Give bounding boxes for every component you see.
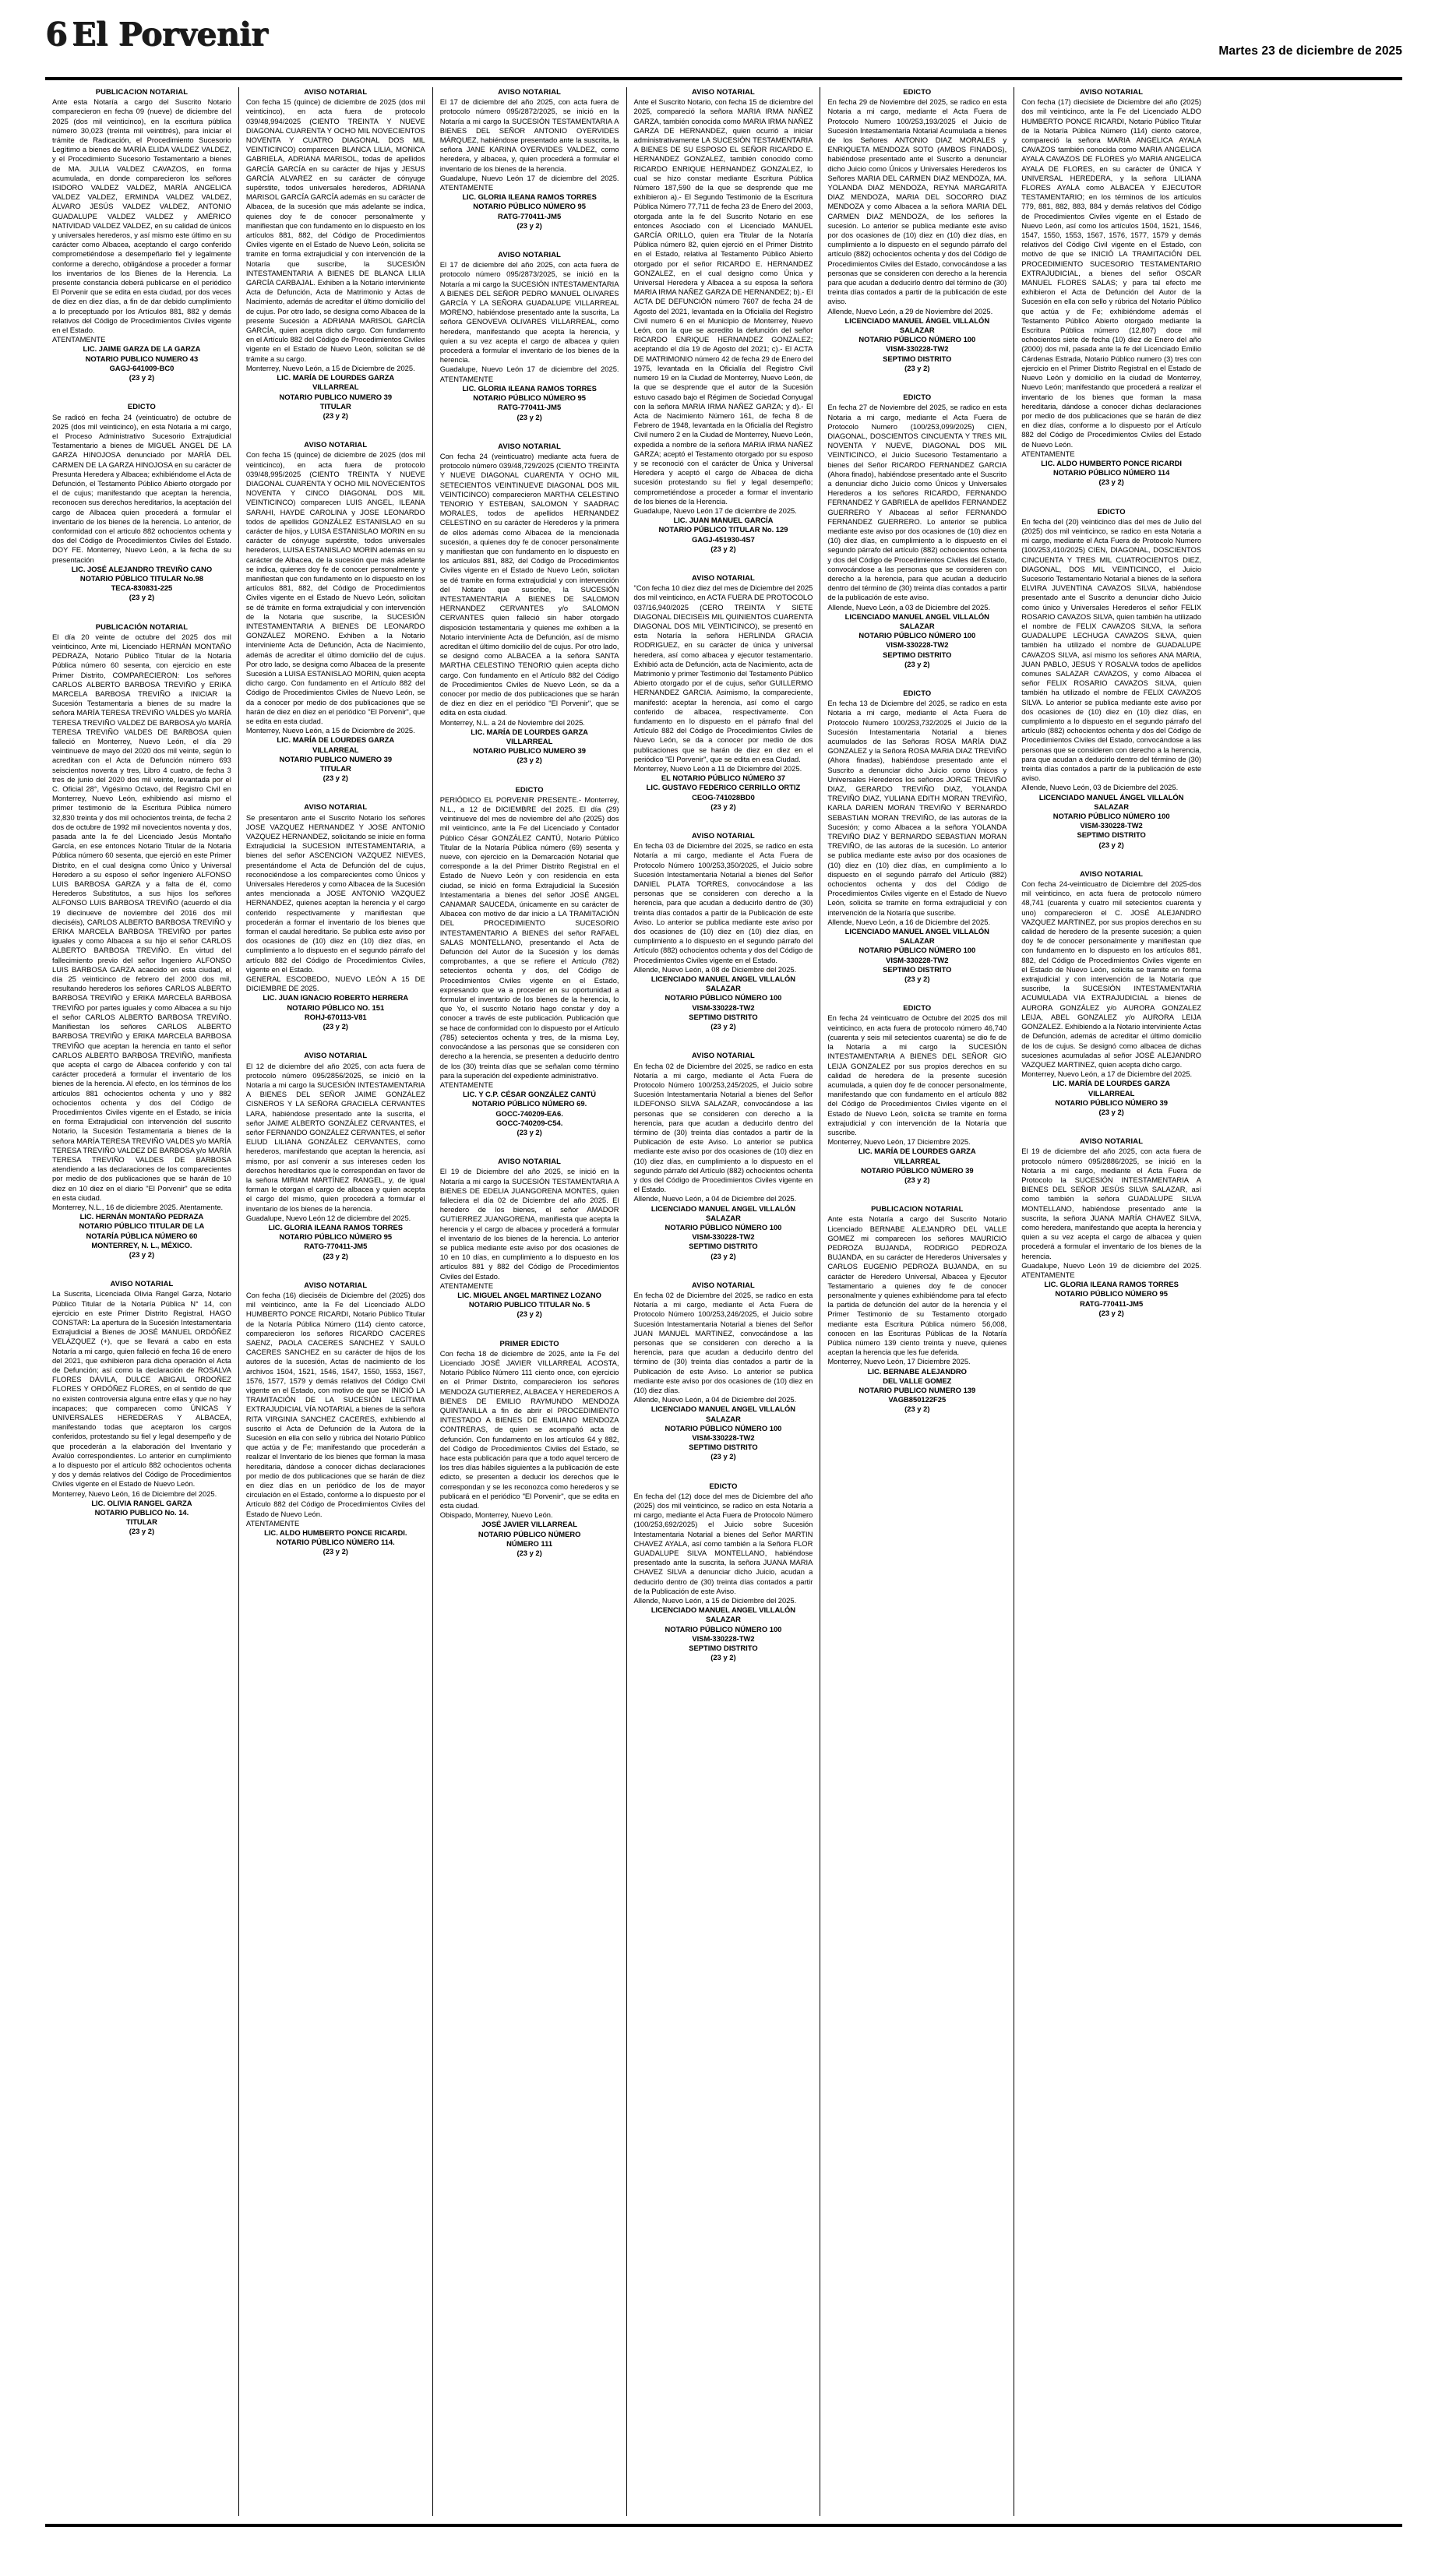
column-4 xyxy=(627,87,821,2516)
notice-closing: Monterrey, Nuevo León, a 17 de Diciembre del 2025. xyxy=(1021,1070,1193,1079)
notice-ad xyxy=(52,402,231,611)
notice-signature-line: LIC. JUAN MANUEL GARCÍA xyxy=(673,516,774,525)
notice-signature-line: CEOG-741028BD0 xyxy=(692,792,755,802)
notice-signature-line: (23 y 2) xyxy=(710,544,736,553)
ad-separator xyxy=(1021,488,1201,496)
notice-signature-line: SEPTIMO DISTRITO xyxy=(1077,830,1146,840)
notice-signature-line: (23 y 2) xyxy=(129,593,155,602)
notice-closing: Monterrey, N.L. a 24 de Noviembre del 2025. xyxy=(439,717,585,727)
notice-signature-line: (23 y 2) xyxy=(516,756,542,765)
notice-heading: AVISO NOTARIAL xyxy=(304,802,368,812)
notice-heading: EDICTO xyxy=(903,1003,932,1013)
notice-closing: Allende, Nuevo León, a 08 de Diciembre del 2025. xyxy=(633,964,797,974)
notice-signature-line: NOTARIO PÚBLICO NÚMERO 114 xyxy=(1052,468,1170,477)
notice-closing: Guadalupe, Nuevo León 17 de diciembre del 2025. ATENTAMENTE xyxy=(439,365,619,383)
notice-heading: AVISO NOTARIAL xyxy=(1080,87,1144,96)
notice-signature-line: LIC. MARÍA DE LOURDES GARZA xyxy=(277,373,395,382)
notice-signature-line: VISM-330228-TW2 xyxy=(886,640,949,650)
ad-separator xyxy=(440,231,619,239)
ad-separator xyxy=(52,1537,231,1545)
notice-body: La Suscrita, Licenciada Olivia Rangel Garza, Notario Público Titular de la Notaría Pública N° 14, con ejercicio en este Primer Distrito Registral, HAGO CONSTAR: La apertura de la Sucesión Intestamentaria Extrajudicial a Bienes de JOSÉ MANUEL ORDÓÑEZ VELÁZQUEZ (+), que se llevará a cabo en esta Notaría a mi cargo, quien falleció en fecha 16 de enero del 2021, que exhibieron para dicha operación el Acta de Defunción; así como la declaración de ROSALVA FLORES DÁVILA, DULCE ABIGAIL ORDOÑEZ FLORES Y ORDÓÑEZ FLORES, en el sentido de que no existen controversia alguna entre ellas y que no hay incapaces; que comparecen como ÚNICAS Y UNIVERSALES HEREDERAS Y ALBACEA, manifestando todas que aceptaron los cargos conferidos, protestando su fiel y legal desempeño y de que procederán a la elaboración del Inventario y Avalúo correspondientes. Lo anterior en cumplimiento a lo dispuesto por el artículo 882 ochocientos ochenta y dos y demás relativos del Código de Procedimientos Civiles vigente en el Estado de Nuevo León. xyxy=(52,1289,231,1489)
notice-signature-line: NOTARIO PÚBLICO NÚMERO 39 xyxy=(860,1165,974,1175)
notice-body: En fecha 24 veinticuatro de Octubre del 2025 dos mil veinticinco, en acta fuera de protocolo número 46,740 (cuarenta y seis mil setecientos cuarenta) se dio fe de la Notaría a mi cargo la SUCESIÓN INTESTAMENTARIA A BIENES DEL SEÑOR GIO LEIJA GONZALEZ por sus propios derechos en su calidad de heredera de la presente sucesión acumulada, a quien doy fe de conocer personalmente, manifestando que con fundamento en el artículo 882 del Código de Procedimientos Civiles vigente en el Estado de Nuevo León, solicita se tramite en forma extrajudicial y con intervención de la Notaría que suscribe. xyxy=(827,1013,1007,1136)
notice-signature-line: (23 y 2) xyxy=(516,412,542,421)
notice-closing: GENERAL ESCOBEDO, NUEVO LEÓN A 15 DE DICIEMBRE DE 2025. xyxy=(245,974,425,993)
notice-body: Con fecha 24-veinticuatro de Diciembre del 2025-dos mil veinticinco, en acta fuera de protocolo número 48,741 (cuarenta y cuatro mil setecientos cuarenta y uno) comparecieron el C. JOSÉ ALEJANDRO VAZQUEZ MARTINEZ, por sus propios derechos en su calidad de heredero de la presente sucesión; a quien doy fe de conocer personalmente y manifiestan que con fundamento en lo dispuesto en los artículos 881, 882, del Código de Procedimientos Civiles vigente en el Estado de Nuevo León, solicita se tramite en forma extrajudicial y con intervención de la Notaría que suscribe, la SUCESIÓN INTESTAMENTARIA ACUMULADA VIA EXTRAJUDICIAL a bienes de AURORA GONZÁLEZ y/o AURORA GONZALEZ LEIJA, ABEL GONZALEZ y/o AURORA LEIJA GONZALEZ. Exhibiendo a la Notario interviniente Actas de Defunción, además de acreditar el último domicilio de los de cujus. Se designó como albacea de dichas sucesiones acumuladas al señor JOSÉ ALEJANDRO VAZQUEZ MARTINEZ, quien acepta dicho cargo. xyxy=(1021,879,1202,1069)
notice-signature-line: NOTARIO PÚBLICO NÚMERO 100 xyxy=(665,1423,782,1432)
notice-body: En fecha 13 de Diciembre del 2025, se radico en esta Notaria a mi cargo, mediante el Acta Fuera de Protocolo Numero 100/253,732/2025 el Juicio de la Sucesión Intestamentaria Notarial a bienes acumulados de las Señoras ROSA MARÍA DIAZ GONZALEZ y la Señora ROSA MARIA DIAZ TREVIÑO (Ahora finadas), habiéndose presentado ante el Suscrito a denunciar dicho Juicio como Únicos y Universales Herederos los señores JORGE TREVIÑO DIAZ, GERARDO TREVIÑO DIAZ, YOLANDA TREVIÑO DIAZ, YULIANA EDITH MORAN TREVIÑO, KARLA DARIEN MORAN TREVIÑO Y BERNARDO SEBASTIAN MORAN TREVIÑO, de las autoras de la Sucesión; y como Albacea a la señora YOLANDA TREVIÑO DIAZ Y BERNARDO SEBASTIAN MORAN TREVIÑO, de las autoras de la sucesión. Lo anterior se publica mediante este aviso por dos ocasiones de (10) diez en (10) diez días, en cumplimiento a lo dispuesto en el segundo párrafo del Artículo (882) ochocientos ochenta y dos del Código de Procedimientos Civiles vigente en el Estado de Nuevo León, solicita se tramite en forma extrajudicial y con intervención de la Notaría que suscribe. xyxy=(827,699,1007,917)
notice-signature-line: (23 y 2) xyxy=(1098,1107,1124,1116)
notice-signature-line: NOTARIO PÚBLICO NÚMERO 100 xyxy=(665,1222,782,1232)
notice-signature-line: VISM-330228-TW2 xyxy=(1080,821,1143,830)
notice-body: El 12 de diciembre del año 2025, con acta fuera de protocolo número 095/2856/2025, se inició en la Notaría a mi cargo la SUCESIÓN INTESTAMENTARIA A BIENES DEL SEÑOR JAIME GONZÁLEZ CISNEROS Y LA SEÑORA GRACIELA CERVANTES LARA, habiéndose presentado ante la suscrita, el señor JAIME ALBERTO GONZÁLEZ CERVANTES, el señor FERNANDO GONZÁLEZ CERVANTES, el señor ELIUD LILIANA GONZÁLEZ CERVANTES, como herederos, manifestando que aceptan la herencia, así mismo, por así convenir a sus intereses ceden los derechos hereditarios que le correspondan en favor de la señora MIRIAM MARTÍNEZ RANGEL, y, de igual forman le otorgan el cargo de albacea y quien acepta el cargo del mismo, quien procederá a formular el inventario de los bienes de la herencia. xyxy=(245,1061,425,1213)
notice-heading: AVISO NOTARIAL xyxy=(691,1280,755,1289)
notice-signature-line: (23 y 2) xyxy=(710,1022,736,1031)
column-1 xyxy=(45,87,239,2516)
notice-body: Se radicó en fecha 24 (veinticuatro) de octubre de 2025 (dos mil veinticinco), en esta Notaria a mi cargo, el Proceso Administrativo Sucesorio Extrajudicial Testamentario a bienes de MIGUEL ÁNGEL DE LA GARZA HINOJOSA denunciado por MARÍA DEL CARMEN DE LA GARZA HINOJOSA en su carácter de Presunta Heredera y Albacea; exhibiéndome el Acta de Defunción, el Testamento Público Abierto otorgado por el de cujus; manifestando que aceptan la herencia, reconocen sus derechos hereditarios, la aceptación del cargo de Albacea quien procederá a formular el inventario de los bienes de la herencia. Lo anterior, de conformidad con el articulo 882 ochocientos ochenta y dos del Código de Procedimientos Civiles del Estado. DOY FE. Monterrey, Nuevo León, a la fecha de su presentación xyxy=(52,412,231,564)
notice-ad xyxy=(246,87,425,429)
notice-ad xyxy=(440,1339,619,1567)
notice-heading: EDICTO xyxy=(709,1481,738,1490)
notice-signature-line: VAGB850122F25 xyxy=(888,1395,947,1404)
notice-signature-line: NÚMERO 111 xyxy=(506,1538,553,1548)
notice-signature-line: NOTARIO PÚBLICO NÚMERO 100 xyxy=(1052,812,1170,821)
notice-signature-line: LIC. GLORIA ILEANA RAMOS TORRES xyxy=(462,192,597,202)
ad-separator xyxy=(827,669,1007,678)
notice-ad xyxy=(440,1157,619,1327)
notice-closing: ATENTAMENTE xyxy=(245,1518,300,1528)
notice-signature-line: MONTERREY, N. L., MÉXICO. xyxy=(91,1240,192,1249)
page-number: 6 xyxy=(45,16,68,53)
notice-signature-line: (23 y 2) xyxy=(129,1527,155,1536)
notice-signature-line: LIC. ALDO HUMBERTO PONCE RICARDI. xyxy=(264,1528,407,1538)
notice-body: En fecha 27 de Noviembre del 2025, se radico en esta Notaria a mi cargo, mediante el Acta Fuera de Protocolo Numero (100/253,099/2025) CIEN, DIAGONAL, DOSCIENTOS CINCUENTA Y TRES MIL NOVENTA Y NUEVE, DIAGONAL DOS MIL VEINTICINCO, el Juicio Sucesorio Testamentario a bienes del Señor RICARDO FERNANDEZ GARCIA (Ahora finado), habiéndose presentado ante el Suscrito a denunciar dicho Juicio como Únicos y Universales Herederos a los señores RICARDO, FERNANDO FERNANDEZ Y GABRIELA de apellidos FERNANDEZ GUERRERO Y Albaceas al señor FERNANDO FERNANDEZ GUERRERO. Lo anterior se publica mediante este aviso por dos ocasiones de (10) diez en (10) diez días, en cumplimiento a lo dispuesto en el segundo párrafo del artículo (882) ochocientos ochenta y dos del Código de Procedimientos Civiles del Estado, convocándose a las personas que se consideren con derecho a la herencia, para que acudan a deducirlo dentro del término de (30) treinta días contados a partir de la publicación de este aviso. xyxy=(827,403,1007,602)
notice-signature-line: NOTARIO PÚBLICO NÚMERO 100 xyxy=(665,993,782,1003)
notice-signature-line: LIC. ALDO HUMBERTO PONCE RICARDI xyxy=(1041,458,1182,467)
notice-heading: EDICTO xyxy=(515,784,544,794)
ad-separator xyxy=(246,783,425,791)
notice-signature-line: LIC. JAIME GARZA DE LA GARZA xyxy=(83,344,201,354)
notice-signature-line: GAGJ-451930-4S7 xyxy=(692,534,755,544)
notice-body: Ante esta Notaría a cargo del Suscrito Notario comparecieron en fecha 09 (nueve) de diciembre del 2025 (dos mil veinticinco), en la escritura pública número 30,023 (treinta mil veintitrés), para iniciar el trámite de Radicación, el Procedimiento Sucesorio Legítimo a bienes de MARÍA ELIDA VALDEZ VALDEZ, y el Procedimiento Sucesorio Testamentario a bienes de MA. JULIA VALDEZ CAVAZOS, en forma acumulada, en donde comparecieron los señores ISIDORO VALDEZ VALDEZ, MARÍA ANGELICA VALDEZ VALDEZ, ERMINDA VALDEZ VALDEZ, ÁLVARO JESÚS VALDEZ VALDEZ, ANTONIO GUADALUPE VALDEZ VALDEZ y AMÉRICO NATIVIDAD VALDEZ VALDEZ, en su calidad de únicos y universales herederos, y así mismo este último en su carácter como Albacea, aceptando el cargo conferido comprometiéndose a desempeñarlo fiel y legalmente conforme a derecho, obligándose a proceder a formar los inventarios de los Bienes de la Herencia. La presente constancia deberá publicarse en el periódico El Porvenir que se edita en esta ciudad, por dos veces de diez en diez días, a fin de dar debido cumplimiento a lo preceptuado por los Artículos 881, 882 y demás relativos del Código de Procedimientos Civiles vigente en el Estado. xyxy=(52,97,231,335)
ad-separator xyxy=(827,1185,1007,1193)
notice-closing: ATENTAMENTE xyxy=(1021,449,1075,458)
notice-body: Ante el Suscrito Notario, con fecha 15 de diciembre del 2025, compareció la señora MARIA IRMA NAÑEZ GARZA, también conocida como MARIA IRMA NAÑEZ GARZA DE HERNANDEZ, quien ocurrió a iniciar administrativamente LA SUCESIÓN TESTAMENTARIA A BIENES DE SU ESPOSO EL SEÑOR RICARDO E. HERNANDEZ GONZALEZ, también conocido como RICARDO ENRIQUE HERNANDEZ GONZALEZ, lo cual se hizo constar mediante Escritura Pública Número 187,590 de la que se desprende que me exhibieron a).- El Segundo Testimonio de la Escritura Pública Número 77,711 de fecha 23 de Enero del 2003, otorgada ante la fe del Suscrito Notario en ese entonces Asociado con el Licenciado MANUEL GARCÍA ORILLO, quien era Titular de la Notaría Pública número 82, quien ejerció en el Primer Distrito en el Estado, relativa al Testamento Público Abierto otorgado por el señor RICARDO E. HERNANDEZ GONZALEZ, en el cual designo como Única y Universal Heredera y Albacea a su esposa la señora MARIA IRMA NAÑEZ GARZA DE HERNANDEZ; b).- El ACTA DE DEFUNCIÓN número 7607 de fecha 24 de Agosto del 2021, levantada en la Oficialía del Registro Civil numero 6 en el Municipio de Monterrey, Nuevo León, con la que se acredito la defunción del señor RICARDO ENRIQUE HERNANDEZ GONZALEZ; aceptando el día 19 de Agosto del 2021; c).- El ACTA DE MATRIMONIO número 42 de fecha 29 de Enero del 1975, levantada en la Oficialía del Registro Civil numero 19 en la Ciudad de Monterrey, Nuevo León, de la que se desprende que el autor de la Sucesión estuvo casado bajo el Régimen de Sociedad Conyugal con la señora MARIA IRMA NAÑEZ GARZA; y d).- El Acta de Nacimiento Número 161, de fecha 8 de Febrero de 1948, levantada en la Oficialía del Registro Civil numero 2 en la Ciudad de Monterrey, Nuevo León, expedida a nombre de la señora MARIA IRMA NAÑEZ GARZA; aceptó el Testamento otorgado por su esposo y se reconoció con el carácter de Única y Universal Heredera y aceptó el cargo de Albacea de dicha sucesión protestando su fiel y legal desempeño; comprometiéndose a proceder a formar el inventario de los bienes de la Herencia. xyxy=(633,97,813,506)
notice-heading: AVISO NOTARIAL xyxy=(304,1280,368,1289)
notice-closing: Guadalupe, Nuevo León 19 de diciembre del 2025. ATENTAMENTE xyxy=(1021,1260,1202,1279)
notice-signature-line: SEPTIMO DISTRITO xyxy=(883,354,952,363)
notice-closing: Monterrey, N.L., 16 de diciembre 2025. Atentamente. xyxy=(52,1202,224,1211)
newspaper-title: El Porvenir xyxy=(72,16,268,53)
notice-signature-line: NOTARIO PÚBLICO NÚMERO 100 xyxy=(858,631,976,640)
notice-body: En fecha 03 de Diciembre del 2025, se radico en esta Notaría a mi cargo, mediante el Acta Fuera de Protocolo Número 100/253,350/2025, el Juicio sobre Sucesión Intestamentaria Notarial a bienes del Señor DANIEL PLATA TORRES, convocándose a las personas que se consideren con derecho a la herencia, para que acudan a deducirlo dentro de (30) treinta días contados a partir de la Publicación de este Aviso. Lo anterior se publica mediante este aviso por dos ocasiones de (10) diez en (10) diez días, en cumplimiento a lo dispuesto en el segundo párrafo del Artículo (882) ochocientos ochenta y dos del Código de Procedimientos Civiles vigente en el Estado. xyxy=(633,841,813,964)
notice-closing: Guadalupe, Nuevo León 17 de diciembre de 2025. xyxy=(633,506,797,515)
notice-signature-line: NOTARIO PÚBLICO NÚMERO 100 xyxy=(665,1624,782,1633)
notice-body: El 19 de diciembre del año 2025, con acta fuera de protocolo número 095/2886/2025, se inició en la Notaría a mi cargo, mediante el Acta Fuera de Protocolo la SUCESIÓN INTESTAMENTARIA A BIENES DEL SEÑOR JESÚS SILVA SALAZAR, así como también la señora GUADALUPE SILVA MONTELLANO, habiéndose presentado ante la suscrita, la señora JUANA MARÍA CHAVEZ SILVA, como heredera, manifestando que acepta la herencia y quien a su vez acepta el cargo de albacea y quien procederá a formular el inventario de los bienes de la herencia. xyxy=(1021,1147,1202,1260)
notice-ad xyxy=(1021,507,1201,858)
notice-body: Ante esta Notaría a cargo del Suscrito Notario Licenciado BERNABE ALEJANDRO DEL VALLE GOMEZ mi comparecen los señores MAURICIO PEDROZA BUJANDA, RODRIGO PEDROZA BUJANDA, en su carácter de Herederos Universales y CARLOS EUGENIO PEDROZA BUJANDA, en su carácter de Heredero Universal, Albacea y Ejecutor Testamentario a quienes doy fe de conocer personalmente y quienes exhibiéndome para tal efecto la partida de defunción del autor de la herencia y el Primer Testimonio de su Testamento otorgado mediante esta Escritura Pública número 56,008, conocen en las Escrituras Públicas de la Notaría Pública número 139 ciento treinta y nueve, quienes aceptan la herencia que les fue deferida. xyxy=(827,1214,1007,1357)
notice-closing: Monterrey, Nuevo León, 17 Diciembre 2025. xyxy=(827,1357,971,1366)
ad-separator xyxy=(634,1662,813,1671)
notice-signature-line: (23 y 2) xyxy=(323,1547,348,1556)
notice-ad xyxy=(246,802,425,1040)
notice-ad xyxy=(1021,869,1201,1126)
notice-signature-line: VILLARREAL xyxy=(312,382,359,392)
notice-heading: AVISO NOTARIAL xyxy=(498,441,562,450)
notice-signature-line: SEPTIMO DISTRITO xyxy=(689,1242,758,1251)
notice-signature-line: LIC. GLORIA ILEANA RAMOS TORRES xyxy=(1044,1280,1179,1289)
notice-closing: ATENTAMENTE xyxy=(439,1281,494,1290)
notice-ad xyxy=(440,785,619,1147)
column-5 xyxy=(820,87,1014,2516)
ad-separator xyxy=(827,984,1007,992)
notice-signature-line: NOTARIO PÚBLICO NÚMERO 95 xyxy=(279,1232,393,1242)
notice-closing: Monterrey, Nuevo León, a 15 de Diciembre de 2025. xyxy=(245,726,415,735)
notice-closing: Monterrey, Nuevo León a 11 de Diciembre del 2025. xyxy=(633,764,802,774)
notice-signature-line: DEL VALLE GOMEZ xyxy=(883,1376,952,1385)
notice-signature-line: NOTARIO PÚBLICO NÚMERO 95 xyxy=(473,393,586,403)
notice-closing: Obispado, Monterrey, Nuevo León. xyxy=(439,1510,553,1520)
notice-signature-line: VILLARREAL xyxy=(506,737,553,745)
notice-heading: AVISO NOTARIAL xyxy=(304,440,368,449)
notice-signature-line: SEPTIMO DISTRITO xyxy=(883,964,952,974)
notice-signature-line: (23 y 2) xyxy=(129,1249,155,1259)
notice-heading: AVISO NOTARIAL xyxy=(304,87,368,96)
notice-body: Con fecha (17) diecisiete de Diciembre del año (2025) dos mil veinticinco, ante la Fe del Licenciado ALDO HUMBERTO PONCE RICARDI, Notario Público Titular de la Notaría Pública Número (114) ciento catorce, compareció la señora MARIA ANGELICA AYALA CAVAZOS también conocida como MARIA ANGELICA AYALA CAVAZOS DE FLORES y/o MARIA ANGELICA AYALA DE FLORES, en su carácter de ÚNICA Y UNIVERSAL HEREDERA, y la señora LILIANA FLORES AYALA como ALBACEA Y EJECUTOR TESTAMENTARIO; en los términos de los artículos 779, 881, 882, 883, 884 y demás relativos del Código de Procedimientos Civiles vigente en el Estado de Nuevo León, así como los artículos 1504, 1521, 1546, 1547, 1550, 1553, 1567, 1576, 1577, 1579 y demás relativos del Código Civil vigente en el Estado, con motivo de que se INICIÓ LA TRAMITACIÓN DEL PROCEDIMIENTO SUCESORIO TESTAMENTARIO EXTRAJUDICIAL, a bienes del señor OSCAR MANUEL FLORES SALAS; y para tal efecto me exhibieron el Acta de Defunción del Autor de la Sucesión en ella con sello y rúbrica del Notario Público que actúa y de Fe; exhibiéndome además el Testamento Público Abierto otorgado mediante la Escritura Pública número (12,807) doce mil ochocientos siete de fecha (10) diez de Enero del año (2000) dos mil, pasada ante la fe del Licenciado Emilio Cárdenas Estrada, Notario Público numero (3) tres con ejercicio en el Primer Distrito Registral en el Estado de Nuevo León y domicilio en la ciudad de Monterrey, Nuevo León; manifestando que procederá a realizar el inventario de los bienes que forman la masa hereditaria, dándose a conocer dichas declaraciones por medio de dos publicaciones que se harán de diez en diez días, conforme a lo dispuesto por el Artículo 882 del Código de Procedimientos Civiles del Estado de Nuevo León. xyxy=(1021,97,1202,449)
ad-separator xyxy=(827,1415,1007,1423)
notice-body: El 17 de diciembre del año 2025, con acta fuera de protocolo número 095/2873/2025, se inició en la Notaría a mi cargo la SUCESIÓN INTESTAMENTARIA A BIENES DEL SEÑOR PEDRO MANUEL OLIVARES GARCÍA Y LA SEÑORA GUADALUPE VILLARREAL MORENO, habiéndose presentado ante la suscrita, La señora GENOVEVA OLIVARES VILLARREAL, como heredera, manifestando que acepta la herencia, y quien a su vez acepta el cargo de albacea y quien procederá a formular el inventario de los bienes de la herencia. xyxy=(439,260,619,365)
notice-signature-line: (23 y 2) xyxy=(323,774,348,783)
notice-signature-line: LICENCIADO MANUEL ÁNGEL VILLALÓN SALAZAR xyxy=(844,315,990,335)
notice-body: El día 20 veinte de octubre del 2025 dos mil veinticinco, Ante mi, Licenciado HERNÁN MONTAÑO PEDRAZA, Notario Público Titular de la Notaría Pública número 60 sesenta, con ejercicio en este Primer Distrito, COMPARECIERON: Los señores CARLOS ALBERTO BARBOSA TREVIÑO y ERIKA MARCELA BARBOSA TREVIÑO a INICIAR la Sucesión Testamentaria a bienes de su madre la señora MARÍA TERESA TREVIÑO VALDES y/o MARÍA TERESA TREVIÑO VALDEZ DE BARBOSA y/o MARÍA TERESA TREVIÑO VALDES DE BARBOSA quien falleció en Monterrey, Nuevo León, el día 29 veintinueve de mayo del 2020 dos mil veinte, según lo acreditan con el Acta de Defunción número 693 seiscientos noventa y tres, Libro 4 cuatro, de fecha 3 tres de junio del 2020 dos mil veinte, levantada por el C. Oficial 28°, Vigésimo Octavo, del Registro Civil en Monterrey, Nuevo León, exhibiendo así mismo el primer testimonio de la Escritura Pública número 32,830 treinta y dos mil ochocientos treinta, de fecha 2 dos de octubre de 1992 mil novecientos noventa y dos, pasada ante la fe del Licenciado Jesús Montaño García, en ese entonces Notario Titular de la Notaria Pública número 60 sesenta, que ejerció en este Primer Distrito, en el cual designa como Único y Universal Heredero a su esposo el señor Ingeniero ALFONSO LUIS BARBOSA GARZA y a falta de él, como Herederos Substitutos, a sus hijos los señores ALFONSO LUIS BARBOSA TREVIÑO (acuerdo el día 19 diecinueve de noviembre del 2016 dos mil dieciséis), CARLOS ALBERTO BARBOSA TREVIÑO y ERIKA MARCELA BARBOSA TREVIÑO por partes iguales y como Albacea a su hijo el señor CARLOS ALBERTO BARBOSA TREVIÑO. En virtud del fallecimiento previo del señor Ingeniero ALFONSO LUIS BARBOSA GARZA acaecido en esta ciudad, el día 25 veinticinco de febrero del 2000 dos mil, resultando herederos los señores CARLOS ALBERTO BARBOSA TREVIÑO y ERIKA MARCELA BARBOSA TREVIÑO por partes iguales y como Albacea a su hijo el señor CARLOS ALBERTO BARBOSA TREVIÑO. Manifiestan los señores CARLOS ALBERTO BARBOSA TREVIÑO y ERIKA MARCELA BARBOSA TREVIÑO que aceptan la herencia en tanto el señor CARLOS ALBERTO BARBOSA TREVIÑO, manifiesta que acepta el cargo de Albacea conferido y con tal carácter procederá a formular el inventario de los bienes de la herencia. Al efecto, en los términos de los artículos 881 ochocientos ochenta y uno y 882 ochocientos ochenta y dos del Código de Procedimientos Civiles vigente en el Estado, se inicia en forma Extrajudicial con intervención del suscrito Notario, la Sucesión Testamentaria a bienes de la señora MARÍA TERESA TREVIÑO VALDES y/o MARÍA TERESA TREVIÑO VALDEZ DE BARBOSA y/o MARÍA TERESA TREVIÑO VALDES DE BARBOSA atendiendo a las declaraciones de los comparecientes por medio de dos publicaciones que se harán de 10 diez en 10 diez en el diario "El Porvenir" que se edita en esta ciudad. xyxy=(52,632,231,1202)
notice-body: "Con fecha 10 diez diez del mes de Diciembre del 2025 dos mil veinticinco, en ACTA FUERA DE PROTOCOLO 037/16,940/2025 (CERO TREINTA Y SIETE DIAGONAL DIECISEIS MIL QUINIENTOS CUARENTA DIAGONAL DOS MIL VEINTICINCO), se presentó en esta Notaría la señora HERLINDA GRACIA RODRIGUEZ, en su carácter de única y universal heredera, así como albacea y ejecutor testamentario. Exhibió acta de Defunción, acta de Nacimiento, acta de Matrimonio y primer Testimonio del Testamento Público Abierto otorgado por el de cujus, señor GUILLERMO HERNANDEZ GARCIA. Asimismo, la compareciente, manifestó: aceptar la herencia, así como el cargo conferido de albacea, respectivamente. Con fundamento en lo dispuesto en el párrafo final del Artículo 882 del Código de Procedimientos Civiles de Nuevo León, se da a conocer por medio de dos publicaciones que se harán de diez en diez en el periódico "El Porvenir", que se edita en esa Ciudad. xyxy=(633,583,813,763)
newspaper-logo xyxy=(45,16,268,53)
notice-body: Con fecha 15 (quince) de diciembre de 2025 (dos mil veinticinco), en acta fuera de protocolo 039/48,994/2025 (CIENTO TREINTA Y NUEVE DIAGONAL CUARENTA Y OCHO MIL NOVECIENTOS NOVENTA Y CUATRO DIAGONAL DOS MIL VEINTICINCO) comparecen BLANCA LILIA, MONICA GABRIELA, ADRIANA MARISOL, todas de apellidos GARCÍA GARCÍA en su carácter de hijas y JESUS GARCÍA ALVAREZ en su carácter de cónyuge supérstite, todos universales herederos, ADRIANA MARISOL GARCÍA GARCÍA además en su carácter de Albacea, de la sucesión que más adelante se indica, quienes doy fe de conocer personalmente y manifiestan que con fundamento en lo dispuesto en los artículos 881, 882, del Código de Procedimientos Civiles vigente en el Estado de Nuevo León, solicita se tramite en forma extrajudicial y con intervención de la Notaría que suscribe, la SUCESIÓN INTESTAMENTARIA A BIENES DE BLANCA LILIA GARCÍA CARBAJAL. Exhiben a la Notario interviniente Acta de Defunción, Acta de Matrimonio y Actas de Nacimiento, además de acreditar el último domicilio del de cujus. Por otro lado, se designa como Albacea de la presente Sucesión a ADRIANA MARISOL GARCÍA GARCÍA, quien acepta dicho cargo. Con fundamento en el Artículo 882 del Código de Procedimientos Civiles vigente en el Estado de Nuevo León, solicitan se dé trámite a su cargo. xyxy=(245,97,425,363)
notice-signature-line: RATG-770411-JM5 xyxy=(304,1242,368,1251)
notice-signature-line: VILLARREAL xyxy=(894,1156,940,1165)
notice-signature-line: LICENCIADO MANUEL ANGEL VILLALÓN SALAZAR xyxy=(650,1605,796,1624)
notice-body: Se presentaron ante el Suscrito Notario los señores JOSE VAZQUEZ HERNANDEZ Y JOSE ANTONIO VAZQUEZ HERNANDEZ, solicitando se inicie en forma Extrajudicial la SUCESION INTESTAMENTARIA, a bienes del señor ASCENCION VAZQUEZ NIEVES, presentándome el Acta de Defunción del de cujus, reconociéndose a los comparecientes como Únicos y Universales Herederos y como Albacea de la Sucesión antes mencionada a JOSE ANTONIO VAZQUEZ HERNANDEZ, quienes aceptan la herencia y el cargo conferido respectivamente y manifiestan que procederán a formar el inventario de los bienes que forman el caudal hereditario. Se publica este aviso por dos ocasiones de (10) diez en (10) diez días, en cumplimiento a lo dispuesto en el segundo párrafo del artículo 882 del Código de Procedimientos Civiles, vigente en el Estado. xyxy=(245,812,425,974)
notice-signature-line: NOTARIO PÚBLICO TITULAR No.98 xyxy=(79,573,203,583)
ad-separator xyxy=(440,1137,619,1146)
notice-signature-line: SEPTIMO DISTRITO xyxy=(689,1443,758,1452)
notice-signature-line: LIC. GUSTAVO FEDERICO CERRILLO ORTIZ xyxy=(646,783,801,792)
notice-signature-line: (23 y 2) xyxy=(710,1452,736,1461)
ad-separator xyxy=(1021,1117,1201,1126)
notice-signature-line: NOTARIO PÚBLICO NÚMERO 100 xyxy=(858,946,976,955)
notice-signature-line: GOCC-740209-C54. xyxy=(495,1118,563,1127)
notice-signature-line: VISM-330228-TW2 xyxy=(886,955,949,964)
notice-heading: EDICTO xyxy=(127,402,156,411)
notice-signature-line: (23 y 2) xyxy=(323,1022,348,1031)
notice-ad xyxy=(440,442,619,774)
notice-heading: EDICTO xyxy=(1097,506,1126,516)
ad-separator xyxy=(440,766,619,774)
ad-separator xyxy=(634,1031,813,1040)
notice-heading: AVISO NOTARIAL xyxy=(691,87,755,96)
ad-separator xyxy=(634,1261,813,1270)
notice-closing: Allende, Nuevo León, a 03 de Diciembre del 2025. xyxy=(827,602,991,611)
notice-heading: PRIMER EDICTO xyxy=(499,1338,559,1348)
notice-signature-line: RATG-770411-JM5 xyxy=(1080,1299,1144,1308)
ad-separator xyxy=(246,421,425,429)
notice-ad xyxy=(440,250,619,431)
notice-heading: AVISO NOTARIAL xyxy=(1080,1136,1144,1146)
notice-heading: AVISO NOTARIAL xyxy=(498,1157,562,1166)
notice-signature-line: (23 y 2) xyxy=(323,1251,348,1260)
notice-signature-line: LIC. Y C.P. CÉSAR GONZÁLEZ CANTÚ xyxy=(463,1090,597,1099)
notice-signature-line: (23 y 2) xyxy=(904,1175,930,1184)
notice-heading: AVISO NOTARIAL xyxy=(691,573,755,582)
notice-signature-line: VISM-330228-TW2 xyxy=(692,1433,755,1443)
notice-signature-line: NOTARIO PÚBLICO NO. 151 xyxy=(287,1003,385,1012)
notice-body: Con fecha 15 (quince) de diciembre de 2025 (dos mil veinticinco), en acta fuera de protocolo 039/48,995/2025 (CIENTO TREINTA Y NUEVE DIAGONAL CUARENTA Y OCHO MIL NOVECIENTOS NOVENTA Y CINCO DIAGONAL DOS MIL VEINTICINCO) comparecen LUIS ANGEL, ILEANA SARAHI, HAYDE CAROLINA y JOSE LEONARDO todos de apellidos GONZÁLEZ ESTANISLAO en su carácter de hijos, y LUISA ESTANISLAO MORIN en su carácter de cónyuge supérstite, todos universales herederos, LUISA ESTANISLAO MORIN además en su carácter de Albacea, de la sucesión que más adelante se indica, quienes doy fe de conocer personalmente y manifiestan que con fundamento en lo dispuesto en los artículos 881, 882, del Código de Procedimientos Civiles vigente en el Estado de Nuevo León, solicitan se dé trámite en forma extrajudicial y con intervención de la Notaria que suscribe, la SUCESIÓN INTESTAMENTARIA A BIENES DE LEONARDO GONZÁLEZ MORENO. Exhiben a la Notario interviniente Acta de Defunción, Acta de Nacimiento, además de acreditar el último domicilio del de cujus. Por otro lado, se designa como Albacea de la presente Sucesión a LUISA ESTANISLAO MORIN, quien acepta dicho cargo. Con fundamento en el Artículo 882 del Código de Procedimientos Civiles de Nuevo León, se da a conocer por medio de dos publicaciones que se harán de diez en diez en el periódico "El Porvenir", que se edita en esta ciudad. xyxy=(245,450,425,725)
notice-ad xyxy=(634,87,813,562)
notice-closing: Allende, Nuevo León, a 04 de Diciembre del 2025. xyxy=(633,1194,797,1203)
notice-ad xyxy=(52,622,231,1269)
notice-signature-line: LIC. MIGUEL ANGEL MARTINEZ LOZANO xyxy=(457,1290,601,1299)
notice-signature-line: NOTARIO PUBLICO NUMERO 139 xyxy=(858,1386,976,1394)
notice-body: PERIÓDICO EL PORVENIR PRESENTE.- Monterrey, N.L., a 12 de DICIEMBRE del 2025. El día (29) veintinueve del mes de noviembre del año (2025) dos mil veinticinco, ante la Fe del Licenciado y Contador Público César GONZÁLEZ CANTÚ, Notario Público Titular de la Notaría Pública número (69) sesenta y nueve, con ejercicio en la Demarcación Notarial que corresponde a la del Primer Distrito Registral en el Estado de Nuevo León y con residencia en esta ciudad, se inició en forma Extrajudicial la Sucesión Intestamentaria a bienes del señor JOSÉ ANGEL CANAMAR SAUCEDA, únicamente en su carácter de Albacea con motivo de dar inicio a LA TRAMITACIÓN DEL PROCEDIMIENTO SUCESORIO INTESTAMENTARIO A BIENES del señor RAFAEL SALAS MONTELLANO, presentando el Acta de Defunción del Autor de la Sucesión y los demás comprobantes, a que se refiere el Artículo (782) setecientos ochenta y dos, del Código de Procedimientos Civiles vigente en el Estado, expresando que va a proceder en su oportunidad a formular el inventario de los bienes de la herencia, lo que Yo, el suscrito Notario hago constar y doy a conocer a través de este publicación. Publicación que se hace de conformidad con lo dispuesto por el Artículo (785) setecientos ochenta y tres, de la misma Ley, convocándose a las personas que se consideren con derecho a la herencia, se presenten a deducirlo dentro de los (30) treinta días que se señalan como término para la superación del expediente administrativo. xyxy=(439,795,619,1080)
issue-date: Martes 23 de diciembre de 2025 xyxy=(1218,44,1402,58)
notice-ad xyxy=(634,831,813,1040)
notice-signature-line: LICENCIADO MANUEL ÁNGEL VILLALÓN SALAZAR xyxy=(1038,792,1184,811)
notice-signature-line: RATG-770411-JM5 xyxy=(498,211,562,220)
classified-columns xyxy=(45,87,1402,2516)
notice-signature-line: GAGJ-641009-BC0 xyxy=(109,363,175,372)
notice-ad xyxy=(827,87,1007,382)
ad-separator xyxy=(52,603,231,611)
notice-ad xyxy=(827,1003,1007,1193)
notice-ad xyxy=(827,1204,1007,1422)
notice-ad xyxy=(827,689,1007,992)
notice-signature-line: SEPTIMO DISTRITO xyxy=(689,1012,758,1021)
notice-heading: AVISO NOTARIAL xyxy=(691,831,755,840)
notice-signature-line: NOTARIO PÚBLICO TITULAR DE LA xyxy=(79,1221,205,1231)
notice-signature-line: LICENCIADO MANUEL ANGEL VILLALÓN SALAZAR xyxy=(844,927,989,946)
ad-separator xyxy=(827,373,1007,382)
notice-signature-line: LIC. JOSÉ ALEJANDRO TREVIÑO CANO xyxy=(71,564,213,573)
notice-ad xyxy=(52,1279,231,1545)
notice-signature-line: GOCC-740209-EA6. xyxy=(495,1108,563,1118)
ad-separator xyxy=(634,554,813,562)
masthead xyxy=(0,0,1449,82)
notice-signature-line: NOTARIO PÚBLICO NÚMERO 39 xyxy=(1055,1098,1168,1107)
notice-signature-line: (23 y 2) xyxy=(710,1653,736,1662)
notice-signature-line: NOTARIO PUBLICO NUMERO 39 xyxy=(279,392,393,401)
column-2 xyxy=(239,87,433,2516)
notice-heading: AVISO NOTARIAL xyxy=(691,1051,755,1060)
ad-separator xyxy=(246,1261,425,1270)
ad-separator xyxy=(440,1558,619,1566)
notice-closing: Monterrey, Nuevo León, 16 de Diciembre del 2025. xyxy=(52,1489,217,1498)
notice-signature-line: VISM-330228-TW2 xyxy=(692,1633,755,1643)
notice-heading: AVISO NOTARIAL xyxy=(498,250,562,259)
notice-signature-line: NOTARIO PUBLICO No. 14. xyxy=(94,1508,189,1517)
notice-closing: ATENTAMENTE xyxy=(52,335,106,344)
notice-body: Con fecha 24 (veinticuatro) mediante acta fuera de protocolo número 039/48,729/2025 (CIENTO TREINTA Y NUEVE DIAGONAL CUARENTA Y OCHO MIL SETECIENTOS VEINTINUEVE DIAGONAL DOS MIL VEINTICINCO) comparecieron MARTHA CELESTINO TENORIO Y ESTEBAN, SALOMON Y SAADRAC MORALES, todos de apellidos HERNANDEZ CELESTINO en su carácter de Herederos y la primera de ellos además como Albacea de la mencionada sucesión, a quienes doy fe de conocer personalmente y manifiestan que con fundamento en lo dispuesto en los artículos 881, 882, del Código de Procedimientos Civiles vigente en el Estado de Nuevo León, solicitan se dé tramite en forma extrajudicial y con intervención del Notario que suscribe, la SUCESIÓN INTESTAMENTARIA A BIENES DE SALOMON HERNANDEZ CERVANTES y/o SALOMON CERVANTES quien falleció sin haber otorgado disposición testamentaria y quienes me exhiben a la Notario interviniente Acta de Defunción, así de mismo acreditan el último domicilio del de cujus. Por otro lado, se designó como ALBACEA a la señora SANTA MARTHA CELESTINO TENORIO quien acepta dicho cargo. Con fundamento en el Artículo 882 del Código de Procedimientos Civiles de Nuevo León, se da a conocer por medio de dos publicaciones que se harán de diez en diez en el periódico "El Porvenir", que se edita en esta ciudad. xyxy=(439,451,619,717)
notice-heading: AVISO NOTARIAL xyxy=(498,87,562,96)
notice-signature-line: LIC. MARÍA DE LOURDES GARZA xyxy=(277,735,395,745)
notice-signature-line: (23 y 2) xyxy=(710,1251,736,1260)
notice-body: En fecha 02 de Diciembre del 2025, se radico en esta Notaría a mi cargo, mediante el Acta Fuera de Protocolo Número 100/253,245/2025, el Juicio sobre Sucesión Intestamentaria Notarial a bienes del Señor ILDEFONSO SILVA SALAZAR, convocándose a las personas que se consideren con derecho a la herencia, para que acudan a deducirlo dentro del término de (30) treinta días contados a partir de la Publicación de este Aviso. Lo anterior se publica mediante este aviso por dos ocasiones de (10) diez en (10) diez días, en cumplimiento a lo dispuesto en el segundo párrafo del Artículo (882) ochocientos ochenta y dos del Código de Procedimientos Civiles vigente en el Estado. xyxy=(633,1061,813,1194)
notice-signature-line: LIC. GLORIA ILEANA RAMOS TORRES xyxy=(462,383,597,393)
ad-separator xyxy=(634,812,813,820)
notice-closing: Allende, Nuevo León, a 15 de Diciembre del 2025. xyxy=(633,1596,797,1605)
notice-signature-line: LICENCIADO MANUEL ANGEL VILLALÓN SALAZAR xyxy=(844,611,989,630)
notice-ad xyxy=(246,1281,425,1566)
notice-signature-line: SEPTIMO DISTRITO xyxy=(883,650,952,659)
notice-signature-line: LICENCIADO MANUEL ANGEL VILLALÓN SALAZAR xyxy=(650,1203,796,1222)
notice-signature-line: (23 y 2) xyxy=(1098,840,1124,849)
notice-closing: Allende, Nuevo León, a 04 de Diciembre del 2025. xyxy=(633,1395,797,1404)
notice-signature-line: (23 y 2) xyxy=(129,373,155,382)
notice-signature-line: (23 y 2) xyxy=(1098,1308,1124,1317)
ad-separator xyxy=(246,1557,425,1566)
notice-signature-line: NOTARIO PÚBLICO NÚMERO 95 xyxy=(473,202,586,211)
footer-rule xyxy=(45,2524,1402,2527)
notice-body: El 17 de diciembre del año 2025, con acta fuera de protocolo número 095/2872/2025, se inició en la Notaría a mi cargo la SUCESIÓN TESTAMENTARIA A BIENES DEL SEÑOR ANTONIO OYERVIDES MÁRQUEZ, habiéndose presentado ante la suscrita, la señora JANE KARINA OYERVIDES VALDEZ, como heredera, y albacea, y, quien procederá a formular el inventario de los bienes de la herencia. xyxy=(439,97,619,173)
ad-separator xyxy=(52,382,231,391)
notice-heading: EDICTO xyxy=(903,87,932,96)
notice-signature-line: LIC. OLIVIA RANGEL GARZA xyxy=(91,1498,192,1507)
ad-separator xyxy=(1021,1318,1201,1327)
notice-signature-line: NOTARIO PUBLICO TITULAR No. 5 xyxy=(468,1300,591,1309)
notice-signature-line: LIC. MARÍA DE LOURDES GARZA xyxy=(858,1147,976,1156)
notice-signature-line: NOTARIO PÚBLICO NÚMERO 69. xyxy=(471,1099,587,1108)
notice-signature-line: LICENCIADO MANUEL ANGEL VILLALÓN SALAZAR xyxy=(650,974,796,993)
notice-signature-line: (23 y 2) xyxy=(323,411,348,420)
notice-closing: Monterrey, Nuevo León, a 15 de Diciembre de 2025. xyxy=(245,363,415,372)
notice-ad xyxy=(1021,87,1201,496)
notice-signature-line: (23 y 2) xyxy=(516,1309,542,1319)
header-rule xyxy=(45,77,1402,80)
notice-body: En fecha 02 de Diciembre del 2025, se radico en esta Notaría a mi cargo, mediante el Acta Fuera de Protocolo Número 100/253,246/2025, el Juicio sobre Sucesión Intestamentaria Notarial a bienes del Señor JUAN MANUEL MARTINEZ, convocándose a las personas que se consideren con derecho a la herencia, para que acudan a deducirlo dentro del término de (30) treinta días contados a partir de la Publicación de este Aviso. Lo anterior se publica mediante este aviso por dos ocasiones de (10) diez en (10) diez días. xyxy=(633,1290,813,1394)
notice-signature-line: EL NOTARIO PÚBLICO NÚMERO 37 xyxy=(661,774,785,783)
notice-signature-line: NOTARIO PÚBLICO NÚMERO xyxy=(478,1529,581,1538)
notice-signature-line: LIC. MARÍA DE LOURDES GARZA xyxy=(471,727,588,736)
notice-heading: PUBLICACIÓN NOTARIAL xyxy=(95,622,189,631)
notice-signature-line: NOTARIO PÚBLICO NÚMERO 114. xyxy=(276,1538,395,1547)
notice-body: El 19 de Diciembre del año 2025, se inició en la Notaría a mi cargo la SUCESIÓN TESTAMENTARIA A BIENES DE EDELIA JUANGORENA MONTES, quien falleciera el día 02 de Diciembre del año 2025. El heredero de los bienes, el señor AMADOR GUTIERREZ JUANGORENA, manifiesta que acepta la herencia y el cargo de albacea y procederá a formular el inventario de los bienes de la herencia. Lo anterior se publica mediante este aviso por dos ocasiones de 10 en 10 días, en cumplimiento a lo dispuesto en los artículos 881 y 882 del Código de Procedimientos Civiles del Estado. xyxy=(439,1167,619,1281)
notice-closing: Allende, Nuevo León, a 29 de Noviembre del 2025. xyxy=(827,306,993,315)
notice-ad xyxy=(440,87,619,239)
notice-signature-line: VILLARREAL xyxy=(312,745,359,754)
notice-signature-line: NOTARIO PÚBLICO NÚMERO 100 xyxy=(858,335,976,344)
notice-signature-line: NOTARIO PUBLICO NUMERO 43 xyxy=(85,354,199,363)
notice-closing: Monterrey, Nuevo León, 17 Diciembre 2025. xyxy=(827,1137,971,1147)
notice-signature-line: (23 y 2) xyxy=(1098,477,1124,487)
notice-closing: Allende, Nuevo León, 03 de Diciembre del 2025. xyxy=(1021,783,1179,792)
notice-ad xyxy=(246,440,425,791)
notice-signature-line: TITULAR xyxy=(319,764,351,774)
notice-signature-line: VISM-330228-TW2 xyxy=(692,1003,755,1012)
ad-separator xyxy=(52,1260,231,1268)
notice-signature-line: NOTARIO PUBLICO NUMERO 39 xyxy=(473,746,586,756)
notice-signature-line: RATG-770411-JM5 xyxy=(498,403,562,412)
column-6 xyxy=(1014,87,1208,2516)
notice-signature-line: (23 y 2) xyxy=(904,363,930,372)
notice-heading: AVISO NOTARIAL xyxy=(1080,869,1144,878)
notice-ad xyxy=(634,1051,813,1269)
notice-body: Con fecha (16) dieciséis de Diciembre del (2025) dos mil veinticinco, ante la Fe del Licenciado ALDO HUMBERTO PONCE RICARDI, Notario Público Titular de la Notaría Pública Número (114) ciento catorce, comparecieron los señores RICARDO CACERES SAENZ, PAOLA CACERES SANCHEZ Y SAULO CACERES SANCHEZ en su carácter de hijos de los autores de la sucesión, Actas de nacimiento de los archivos 1504, 1521, 1546, 1547, 1550, 1553, 1567, 1576, 1577, 1579 y demás relativos del Código Civil vigente en el Estado, con motivo de que se INICIÓ LA TRAMITACIÓN DE LA SUCESIÓN LEGÍTIMA EXTRAJUDICIAL VÍA NOTARIAL a bienes de la señora RITA VIRGINIA SANCHEZ CACERES, exhibiendo al suscrito el Acta de Defunción de la Autora de la Sucesión en ella con sello y rúbrica del Notario Público que actúa y de Fe; manifestando que procederán a realizar el Inventario de los bienes que forman la masa hereditaria, dándose a conocer dichas declaraciones por medio de dos publicaciones que se harán de diez en diez días en un periódico de los de mayor circulación en el Estado, conforme a lo dispuesto por el Artículo 882 del Código de Procedimientos Civiles del Estado de Nuevo León. xyxy=(245,1290,425,1518)
notice-ad xyxy=(52,87,231,391)
notice-signature-line: NOTARIO PÚBLICO NÚMERO 95 xyxy=(1055,1289,1168,1299)
notice-signature-line: LIC. GLORIA ILEANA RAMOS TORRES xyxy=(268,1222,404,1232)
notice-ad xyxy=(827,393,1007,678)
notice-heading: AVISO NOTARIAL xyxy=(304,1051,368,1060)
notice-closing: Guadalupe, Nuevo León 12 de diciembre del 2025. xyxy=(245,1213,411,1222)
ad-separator xyxy=(440,422,619,431)
notice-signature-line: ROHJ-670113-V81 xyxy=(304,1012,367,1021)
notice-signature-line: LIC. MARÍA DE LOURDES GARZA xyxy=(1052,1079,1170,1088)
notice-signature-line: (23 y 2) xyxy=(904,1404,930,1414)
notice-signature-line: VISM-330228-TW2 xyxy=(692,1232,755,1242)
notice-signature-line: JOSÉ JAVIER VILLARREAL xyxy=(481,1520,577,1529)
notice-signature-line: VILLARREAL xyxy=(1088,1088,1135,1098)
notice-signature-line: (23 y 2) xyxy=(904,974,930,984)
notice-signature-line: (23 y 2) xyxy=(710,802,736,811)
notice-signature-line: LIC. BERNABE ALEJANDRO xyxy=(867,1366,967,1376)
notice-signature-line: NOTARIO PÚBLICO TITULAR No. 129 xyxy=(658,525,788,534)
notice-body: En fecha 29 de Noviembre del 2025, se radico en esta Notaria a mi cargo, mediante el Acta Fuera de Protocolo Numero 100/253,193/2025 el Juicio de Sucesión Intestamentaria Notarial Acumulada a bienes de los Señores ANTONIO DIAZ MORALES y ENRIQUETA MENDOZA SOTO (AMBOS FINADOS), habiéndose presentado ante el Suscrito a denunciar dicho Juicio como Únicos y Universales Herederos los Señores MARIA DEL CARMEN DIAZ MENDOZA, MA. YOLANDA DIAZ MENDOZA, REYNA MARGARITA DIAZ MENDOZA, MARIA DEL SOCORRO DIAZ MENDOZA y como Albacea a la señora MARIA DEL CARMEN DIAZ MENDOZA, de los señores la sucesión. Lo anterior se publica mediante este aviso por dos ocasiones de (10) diez en (10) diez días, en cumplimiento a lo dispuesto en el segundo párrafo del artículo (882) ochocientos ochenta y dos del Código de Procedimientos Civiles del Estado, convocándose a las personas que se consideren con derecho a la herencia para que acudan a deducirlo dentro del término de (30) treinta días contados a partir de la publicación de este aviso. xyxy=(827,97,1007,306)
notice-body: Con fecha 18 de diciembre de 2025, ante la Fe del Licenciado JOSÉ JAVIER VILLARREAL ACOSTA, Notario Público Número 111 ciento once, con ejercicio en el Primer Distrito, comparecieron los señores MENDOZA GUTIERREZ, ALBACEA Y HEREDEROS A BIENES DE EMILIO RAYMUNDO MENDOZA QUINTANILLA a fin de abrir el PROCEDIMIENTO INTESTADO A BIENES DE EMILIANO MENDOZA CONTRERAS, de quien se acompañó acta de defunción. Con fundamento en los artículos 64 y 882, del Código de Procedimientos Civiles del Estado, se hace esta publicación para que a todo aquel tercero de los tres días hábiles siguientes a la publicación de este edicto, se presenten a deducir los derechos que le correspondan y se les reconozca como herederos y se publicará en el periódico "El Porvenir", que se edita en esta ciudad. xyxy=(439,1348,619,1510)
notice-signature-line: LICENCIADO MANUEL ANGEL VILLALÓN SALAZAR xyxy=(650,1404,796,1423)
notice-closing: ATENTAMENTE xyxy=(439,1080,494,1089)
notice-ad xyxy=(634,573,813,820)
notice-signature-line: NOTARIO PUBLICO NUMERO 39 xyxy=(279,754,393,763)
notice-signature-line: (23 y 2) xyxy=(516,1549,542,1558)
notice-heading: EDICTO xyxy=(903,393,932,402)
ad-separator xyxy=(440,1320,619,1328)
column-3 xyxy=(433,87,627,2516)
notice-ad xyxy=(1021,1136,1201,1327)
notice-ad xyxy=(634,1281,813,1471)
notice-ad xyxy=(634,1482,813,1672)
notice-signature-line: LIC. JUAN IGNACIO ROBERTO HERRERA xyxy=(263,993,409,1003)
ad-separator xyxy=(634,1462,813,1471)
notice-signature-line: TITULAR xyxy=(319,401,351,411)
notice-heading: AVISO NOTARIAL xyxy=(110,1279,174,1288)
notice-signature-line: SEPTIMO DISTRITO xyxy=(689,1644,758,1653)
notice-heading: PUBLICACION NOTARIAL xyxy=(95,87,189,96)
notice-body: En fecha del (12) doce del mes de Diciembre del año (2025) dos mil veinticinco, se radico en esta Notaría a mi cargo, mediante el Acta Fuera de Protocolo Número (100/253,692/2025) el Juicio sobre Sucesión Intestamentaria Notarial a bienes del Señor MARTIN CHAVEZ AYALA, así como también a la Señora FLOR GUADALUPE SILVA MONTELLANO, habiéndose presentado ante la suscrita, la señora JUANA MARIA CHAVEZ SILVA a denunciar dicho Juicio, acudan a deducirlo dentro de (30) treinta días contados a partir de la Publicación de este Aviso. xyxy=(633,1491,813,1595)
notice-body: En fecha del (20) veinticinco días del mes de Julio del (2025) dos mil veinticinco, se radico en esta Notaria a mi cargo, mediante el Acta Fuera de Protocolo Numero (100/253,410/2025) CIEN, DIAGONAL, DOSCIENTOS CINCUENTA Y TRES MIL CUATROCIENTOS DIEZ, DIAGONAL, DOS MIL VEINTICINCO, el Juicio Sucesorio Testamentario Notarial a bienes de la señora ELVIRA JUVENTINA CAVAZOS SILVA, habiéndose presentado ante el Suscrito a denunciar dicho Juicio como único y Universales Herederos el señor FELIX ROSARIO CAVAZOS SILVA, quien también ha utilizado el nombre de FELIX CAVAZOS SILVA, la señora GUADALUPE LECHUGA CAVAZOS SILVA, quien también ha utilizado el nombre de GUADALUPE CAVAZOS SILVA, así mismo los señores ANA MARIA, JUAN PABLO, JESUS Y ROSALVA todos de apellidos comunes SALAZAR CAVAZOS, y como Albacea el señor FELIX ROSARIO CAVAZOS SILVA, quien también ha utilizado el nombre de FELIX CAVAZOS SILVA. Lo anterior se publica mediante este aviso por dos ocasiones de (10) diez en (10) diez días, en cumplimiento a lo dispuesto en el segundo párrafo del artículo (882) ochocientos ochenta y dos del Código de Procedimientos Civiles del Estado, convocándose a las personas que se consideren con derecho a la herencia, para que acudan a deducirlo dentro del término de (30) treinta días contados a partir de la publicación de este aviso. xyxy=(1021,516,1202,783)
notice-signature-line: (23 y 2) xyxy=(904,659,930,668)
notice-closing: Allende, Nuevo León, a 16 de Diciembre del 2025. xyxy=(827,917,991,926)
notice-signature-line: TITULAR xyxy=(125,1517,157,1527)
notice-signature-line: VISM-330228-TW2 xyxy=(886,344,949,354)
notice-signature-line: (23 y 2) xyxy=(516,1127,542,1136)
ad-separator xyxy=(1021,850,1201,858)
notice-signature-line: NOTARÍA PÚBLICA NÚMERO 60 xyxy=(86,1231,198,1240)
notice-heading: PUBLICACION NOTARIAL xyxy=(871,1204,964,1214)
notice-heading: EDICTO xyxy=(903,688,932,697)
notice-ad xyxy=(246,1051,425,1269)
notice-closing: Guadalupe, Nuevo León 17 de diciembre del 2025. ATENTAMENTE xyxy=(439,173,619,192)
ad-separator xyxy=(246,1031,425,1040)
notice-signature-line: LIC. HERNÁN MONTAÑO PEDRAZA xyxy=(79,1212,204,1221)
notice-signature-line: (23 y 2) xyxy=(516,220,542,230)
notice-signature-line: TECA-830831-225 xyxy=(111,583,173,593)
